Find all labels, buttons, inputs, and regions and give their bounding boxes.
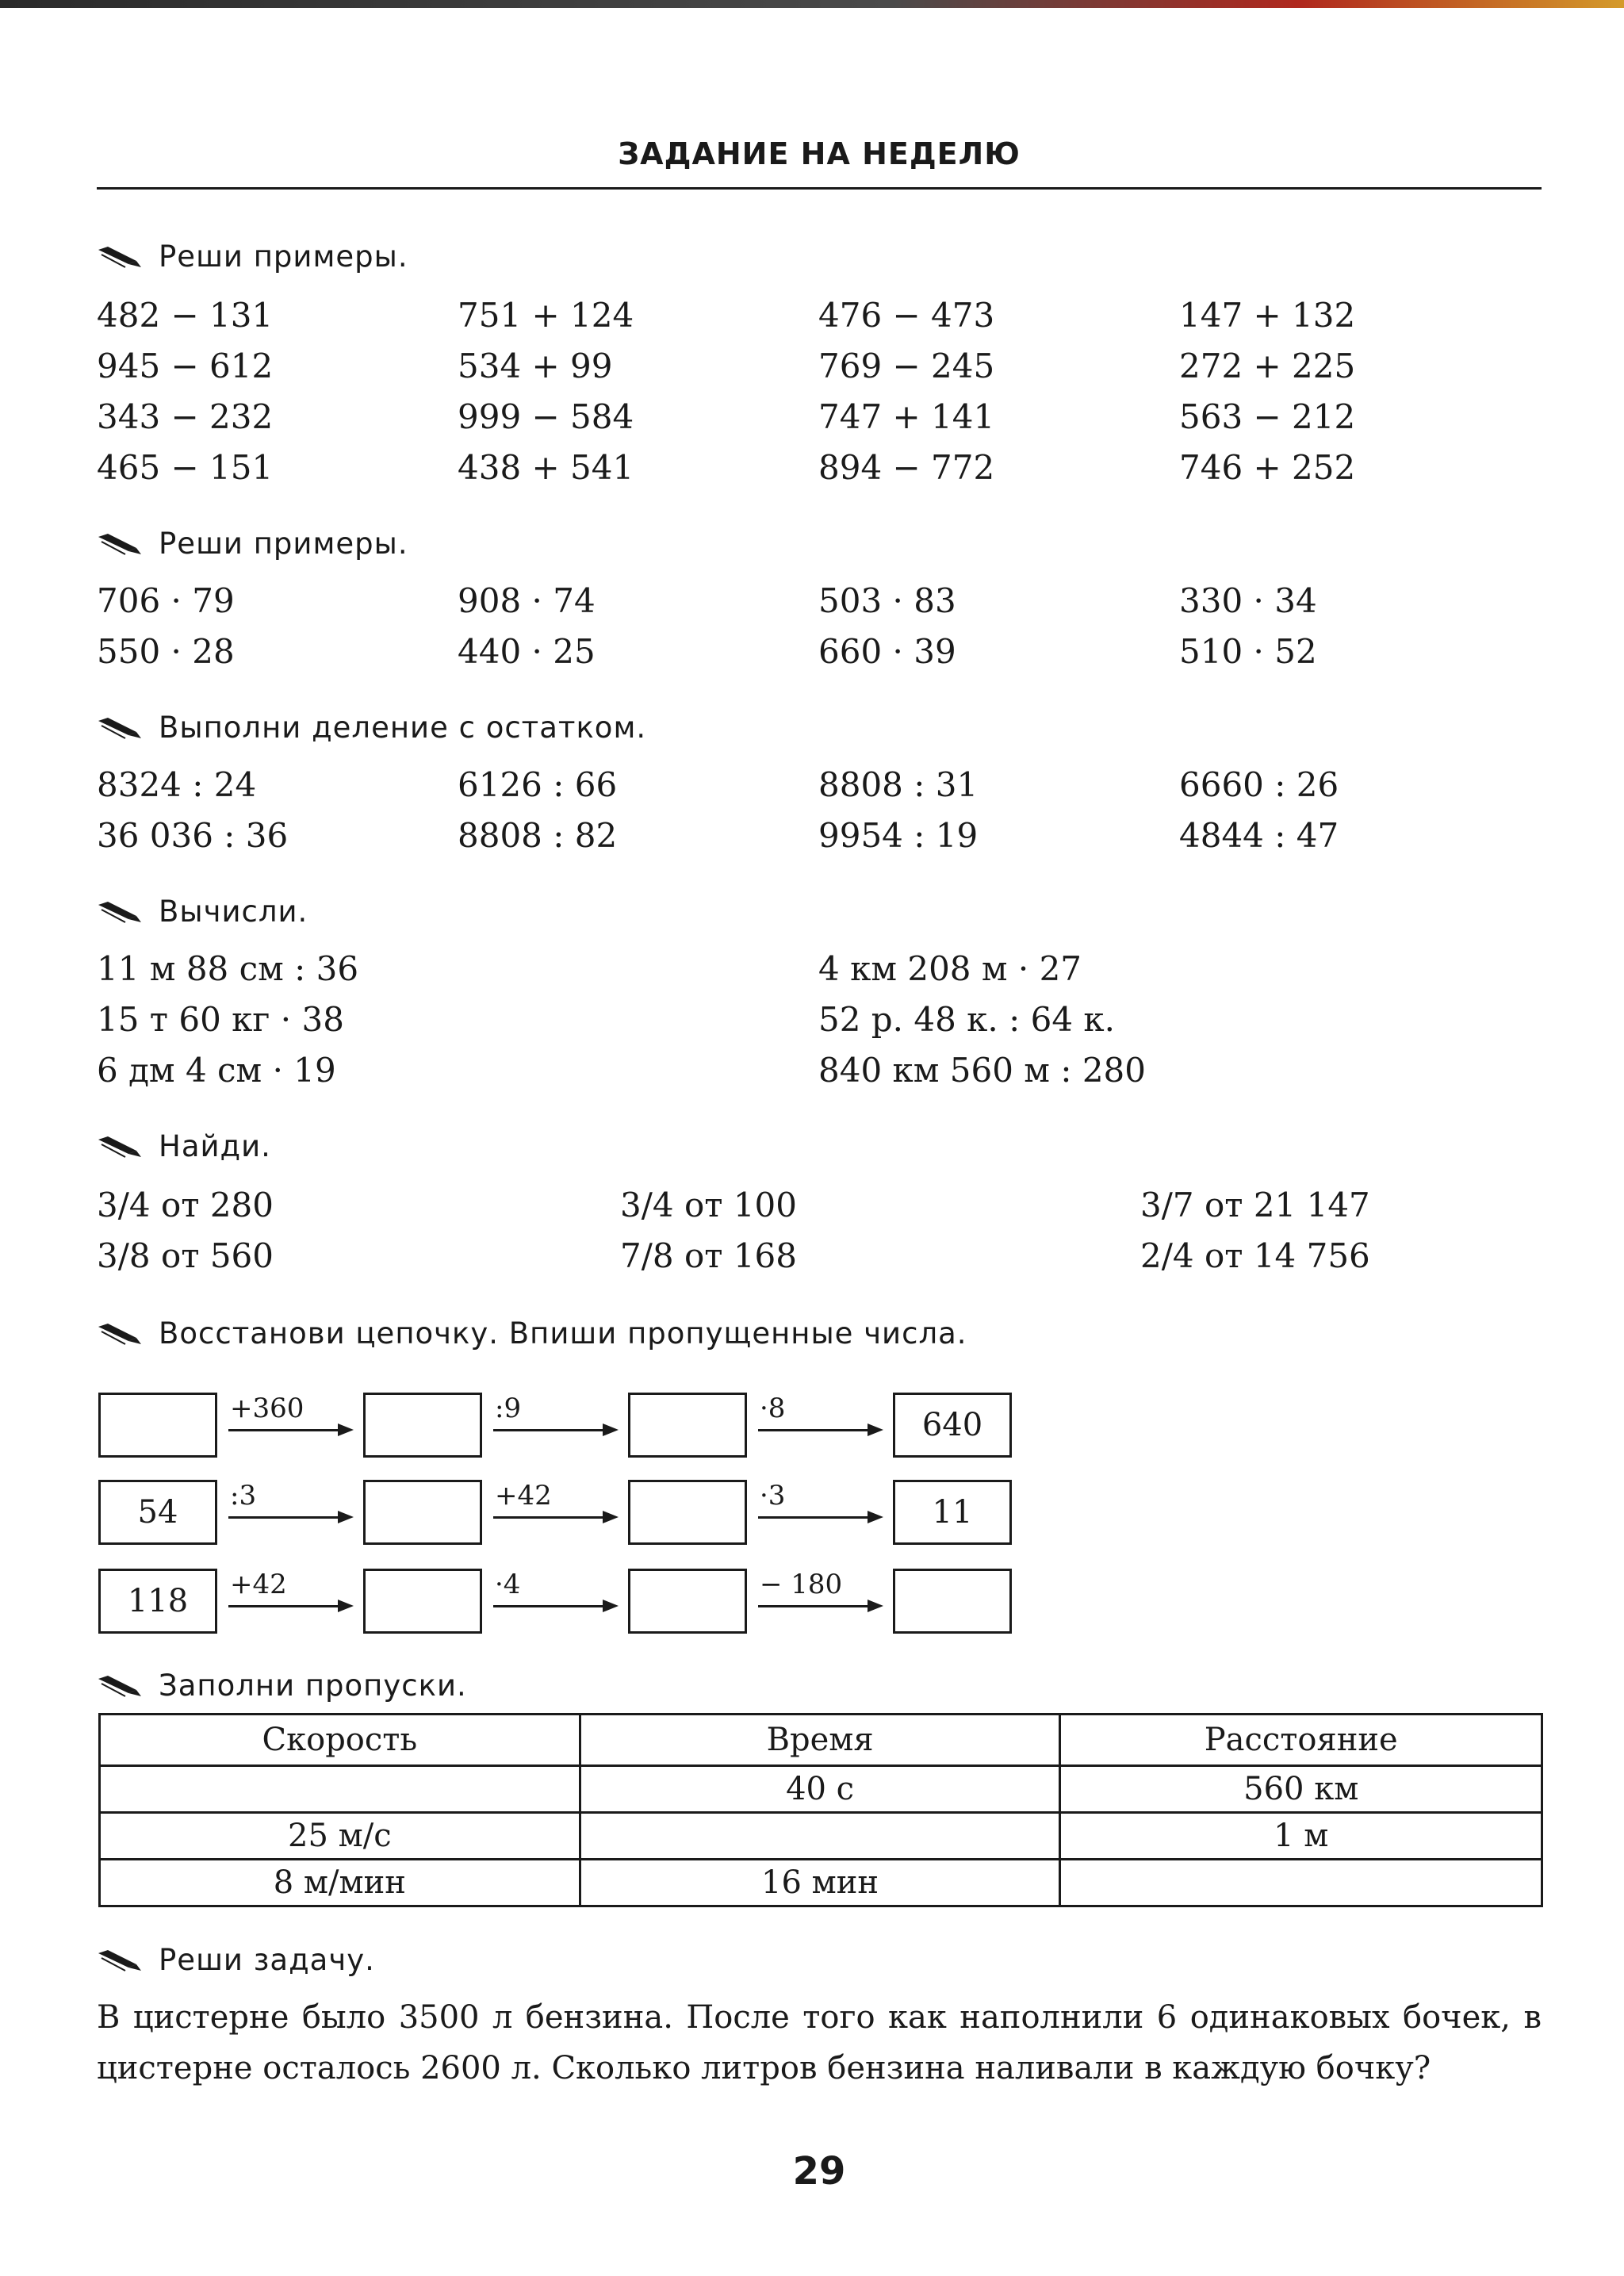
pencil-icon <box>97 899 143 925</box>
chain-box[interactable]: 54 <box>98 1480 217 1545</box>
task-7-title-text: Заполни пропуски. <box>159 1669 467 1703</box>
task-2-title <box>97 527 408 561</box>
example: 908 · 74 <box>458 581 596 620</box>
example: 8324 : 24 <box>97 765 257 804</box>
column-header-time: Время <box>580 1715 1060 1766</box>
word-problem-text: В цистерне было 3500 л бензина. После того как наполнили 6 одинаковых бочек, в цистерне осталось 2600 л. Сколько литров бензина наливали в каждую бочку? <box>97 1999 1542 2086</box>
example: 8808 : 31 <box>818 765 979 804</box>
example: 510 · 52 <box>1179 632 1317 671</box>
example: 482 − 131 <box>97 296 274 335</box>
task-8-title <box>97 1943 375 1977</box>
table-row <box>100 1813 1542 1860</box>
example: 769 − 245 <box>818 347 995 385</box>
example: 52 р. 48 к. : 64 к. <box>818 1000 1116 1039</box>
table-cell[interactable] <box>580 1813 1060 1860</box>
column-header-speed: Скорость <box>100 1715 580 1766</box>
example: 894 − 772 <box>818 448 995 487</box>
example: 3/4 от 100 <box>620 1186 797 1224</box>
example: 747 + 141 <box>818 397 995 436</box>
task-6-title <box>97 1316 967 1351</box>
example: 2/4 от 14 756 <box>1140 1236 1370 1275</box>
task-2-row-2 <box>97 626 1542 677</box>
pencil-icon <box>97 1320 143 1347</box>
example: 9954 : 19 <box>818 816 979 855</box>
example: 8808 : 82 <box>458 816 618 855</box>
example: 476 − 473 <box>818 296 995 335</box>
task-4-title <box>97 895 308 929</box>
chain-arrow <box>492 1393 619 1453</box>
example: 3/7 от 21 147 <box>1140 1186 1370 1224</box>
chain-operation: +360 <box>230 1393 304 1424</box>
example: 15 т 60 кг · 38 <box>97 1000 344 1039</box>
table-cell[interactable] <box>1060 1860 1542 1906</box>
chain-arrow <box>227 1569 354 1629</box>
pencil-icon <box>97 1947 143 1974</box>
task-5-title <box>97 1129 271 1163</box>
chain-operation: ·3 <box>760 1480 786 1512</box>
table-cell[interactable]: 16 мин <box>580 1860 1060 1906</box>
chain-box[interactable] <box>628 1480 747 1545</box>
task-8-title-text: Реши задачу. <box>159 1943 375 1977</box>
chain-box[interactable]: 118 <box>98 1569 217 1634</box>
table-cell[interactable] <box>100 1766 580 1813</box>
chain-arrow <box>756 1480 883 1540</box>
pencil-icon <box>97 531 143 558</box>
example: 7/8 от 168 <box>620 1236 797 1275</box>
example: 4 км 208 м · 27 <box>818 949 1082 988</box>
example: 503 · 83 <box>818 581 956 620</box>
task-1-row-4 <box>97 443 1542 493</box>
chain-arrow <box>492 1569 619 1629</box>
table-cell[interactable]: 25 м/с <box>100 1813 580 1860</box>
task-5-row-1 <box>97 1180 1542 1231</box>
chain-3 <box>97 1569 1048 1634</box>
chain-operation: :9 <box>495 1393 522 1424</box>
task-6-title-text: Восстанови цепочку. Впиши пропущенные числа. <box>159 1316 967 1351</box>
page-header-title: ЗАДАНИЕ НА НЕДЕЛЮ <box>618 136 1021 171</box>
chain-arrow <box>492 1480 619 1540</box>
chain-arrow <box>756 1393 883 1453</box>
example: 999 − 584 <box>458 397 634 436</box>
example: 3/8 от 560 <box>97 1236 274 1275</box>
example: 746 + 252 <box>1179 448 1356 487</box>
example: 330 · 34 <box>1179 581 1317 620</box>
chain-box[interactable] <box>363 1569 482 1634</box>
example: 36 036 : 36 <box>97 816 289 855</box>
task-1-row-1 <box>97 290 1542 341</box>
page-number: 29 <box>792 2149 846 2194</box>
task-1-row-2 <box>97 341 1542 392</box>
example: 11 м 88 см : 36 <box>97 949 359 988</box>
example: 440 · 25 <box>458 632 596 671</box>
example: 272 + 225 <box>1179 347 1356 385</box>
table-cell[interactable]: 40 с <box>580 1766 1060 1813</box>
pencil-icon <box>97 1673 143 1699</box>
task-2-title-text: Реши примеры. <box>159 527 408 561</box>
table-header-row <box>100 1715 1542 1766</box>
chain-box[interactable]: 640 <box>893 1393 1012 1458</box>
task-3-row-2 <box>97 810 1542 861</box>
chain-operation: − 180 <box>760 1569 843 1600</box>
table-cell[interactable]: 8 м/мин <box>100 1860 580 1906</box>
chain-box[interactable] <box>628 1393 747 1458</box>
chain-operation: +42 <box>230 1569 287 1600</box>
example: 438 + 541 <box>458 448 634 487</box>
example: 6 дм 4 см · 19 <box>97 1051 336 1090</box>
example: 706 · 79 <box>97 581 235 620</box>
example: 3/4 от 280 <box>97 1186 274 1224</box>
task-1-title <box>97 239 408 274</box>
pencil-icon <box>97 715 143 741</box>
table-cell[interactable]: 1 м <box>1060 1813 1542 1860</box>
chain-arrow <box>227 1480 354 1540</box>
example: 465 − 151 <box>97 448 274 487</box>
chain-operation: ·8 <box>760 1393 786 1424</box>
example: 563 − 212 <box>1179 397 1356 436</box>
example: 751 + 124 <box>458 296 634 335</box>
chain-box[interactable]: 11 <box>893 1480 1012 1545</box>
example: 534 + 99 <box>458 347 613 385</box>
example: 6660 : 26 <box>1179 765 1339 804</box>
chain-operation: ·4 <box>495 1569 521 1600</box>
chain-box[interactable] <box>363 1480 482 1545</box>
task-3-row-1 <box>97 760 1542 810</box>
task-4-row-3 <box>97 1045 1542 1096</box>
task-7-title <box>97 1669 467 1703</box>
pencil-icon <box>97 1133 143 1160</box>
example: 840 км 560 м : 280 <box>818 1051 1146 1090</box>
example: 343 − 232 <box>97 397 274 436</box>
example: 660 · 39 <box>818 632 956 671</box>
chain-box[interactable] <box>98 1393 217 1458</box>
task-5-row-2 <box>97 1231 1542 1282</box>
table-row <box>100 1766 1542 1813</box>
chain-box[interactable] <box>628 1569 747 1634</box>
chain-2 <box>97 1480 1048 1545</box>
task-5-title-text: Найди. <box>159 1129 271 1163</box>
task-4-row-1 <box>97 944 1542 994</box>
example: 4844 : 47 <box>1179 816 1339 855</box>
fill-table <box>98 1713 1543 1907</box>
example: 6126 : 66 <box>458 765 618 804</box>
task-3-title <box>97 711 646 745</box>
task-3-title-text: Выполни деление с остатком. <box>159 711 647 745</box>
table-row <box>100 1860 1542 1906</box>
task-4-row-2 <box>97 994 1542 1045</box>
chain-box[interactable] <box>363 1393 482 1458</box>
table-cell[interactable]: 560 км <box>1060 1766 1542 1813</box>
example: 945 − 612 <box>97 347 274 385</box>
chain-arrow <box>756 1569 883 1629</box>
chain-operation: +42 <box>495 1480 552 1512</box>
column-header-distance: Расстояние <box>1060 1715 1542 1766</box>
task-4-title-text: Вычисли. <box>159 895 308 929</box>
example: 147 + 132 <box>1179 296 1356 335</box>
task-1-title-text: Реши примеры. <box>159 239 408 274</box>
pencil-icon <box>97 243 143 270</box>
chain-box[interactable] <box>893 1569 1012 1634</box>
chain-arrow <box>227 1393 354 1453</box>
task-2-row-1 <box>97 576 1542 626</box>
header-rule <box>97 187 1542 190</box>
task-1-row-3 <box>97 392 1542 443</box>
workbook-page <box>97 0 1542 2276</box>
example: 550 · 28 <box>97 632 235 671</box>
chain-1 <box>97 1393 1048 1458</box>
chain-operation: :3 <box>230 1480 257 1512</box>
